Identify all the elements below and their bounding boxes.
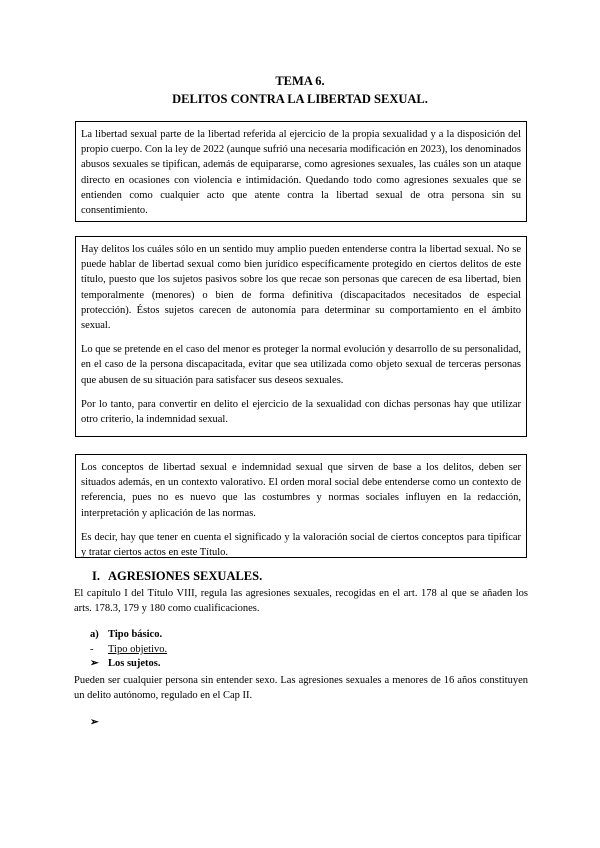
context-paragraph-1: Los conceptos de libertad sexual e indemnidad sexual que sirven de base a los delitos, deben ser situados además, en un contexto valorativo. El orden moral social debe entenderse como un contexto de referencia, pues no es nuevo que las costumbres y normas sociales influyen en la redacción, interpretación y aplicación de las normas. bbox=[81, 462, 521, 519]
section-number: I. bbox=[92, 569, 100, 583]
dash-bullet: - bbox=[90, 644, 94, 655]
context-box bbox=[75, 454, 527, 558]
indemnity-paragraph-2: Lo que se pretende en el caso del menor es proteger la normal evolución y desarrollo de su personalidad, en el caso de la persona discapacitada, evitar que sea utilizada como objeto sexual de terceras personas que abusen de su situación para satisfacer sus deseos sexuales. bbox=[81, 344, 521, 386]
intro-box bbox=[75, 121, 527, 222]
subsection-a bbox=[90, 628, 162, 642]
subjects-text: Pueden ser cualquier persona sin entender sexo. Las agresiones sexuales a menores de 16 años constituyen un delito autónomo, regulado en el Cap II. bbox=[74, 675, 528, 702]
indemnity-paragraph-3: Por lo tanto, para convertir en delito el ejercicio de la sexualidad con dichas personas hay que utilizar otro criterio, la indemnidad sexual. bbox=[81, 398, 521, 426]
document-title-number: TEMA 6. bbox=[275, 74, 325, 88]
subjects-label: Los sujetos. bbox=[108, 658, 161, 669]
intro-paragraph: La libertad sexual parte de la libertad referida al ejercicio de la propia sexualidad y a la disposición del propio cuerpo. Con la ley de 2022 (aunque sufrió una necesaria modificación en 2023), los denominados abusos sexuales se tipifican, además de equipararse, como agresiones sexuales, las cuáles son un ataque directo en ocasiones con violencia e intimidación. Quedando todo como agresiones sexuales que se entienden como cualquier acto que atente contra la libertad sexual de otra persona sin su consentimiento. bbox=[81, 129, 522, 217]
context-paragraph-2: Es decir, hay que tener en cuenta el significado y la valoración social de ciertos conceptos para tipificar y tratar ciertos actos en este Título. bbox=[81, 531, 521, 559]
subjects-item bbox=[90, 657, 161, 671]
section-intro: El capítulo I del Título VIII, regula las agresiones sexuales, recogidas en el art. 178 al que se añaden los arts. 178.3, 179 y 180 como cualificaciones. bbox=[74, 588, 528, 615]
objective-type-item bbox=[90, 643, 167, 657]
section-heading bbox=[92, 569, 262, 584]
objective-type-label: Tipo objetivo. bbox=[108, 644, 168, 655]
concept-item bbox=[90, 716, 108, 730]
indemnity-paragraph-1: Hay delitos los cuáles sólo en un sentido muy amplio pueden entenderse contra la libertad sexual. No se puede hablar de libertad sexual como bien jurídico específicamente protegido en ciertos delitos de este título, puesto que los sujetos pasivos sobre los que recae son personas que carecen de esa libertad, bien temporalmente (menores) o bien de forma definitiva (discapacitados necesitados de especial protección). Éstos sujetos carecen de autonomía para determinar su comportamiento en el ámbito sexual. bbox=[81, 244, 521, 332]
section-title: AGRESIONES SEXUALES. bbox=[108, 569, 263, 583]
document-title: DELITOS CONTRA LA LIBERTAD SEXUAL. bbox=[172, 92, 428, 106]
arrow-bullet-icon: ➢ bbox=[90, 658, 99, 669]
subsection-a-marker: a) bbox=[90, 629, 99, 640]
indemnity-box bbox=[75, 236, 527, 437]
subsection-a-label: Tipo básico. bbox=[108, 629, 163, 640]
arrow-bullet-icon: ➢ bbox=[90, 717, 99, 728]
